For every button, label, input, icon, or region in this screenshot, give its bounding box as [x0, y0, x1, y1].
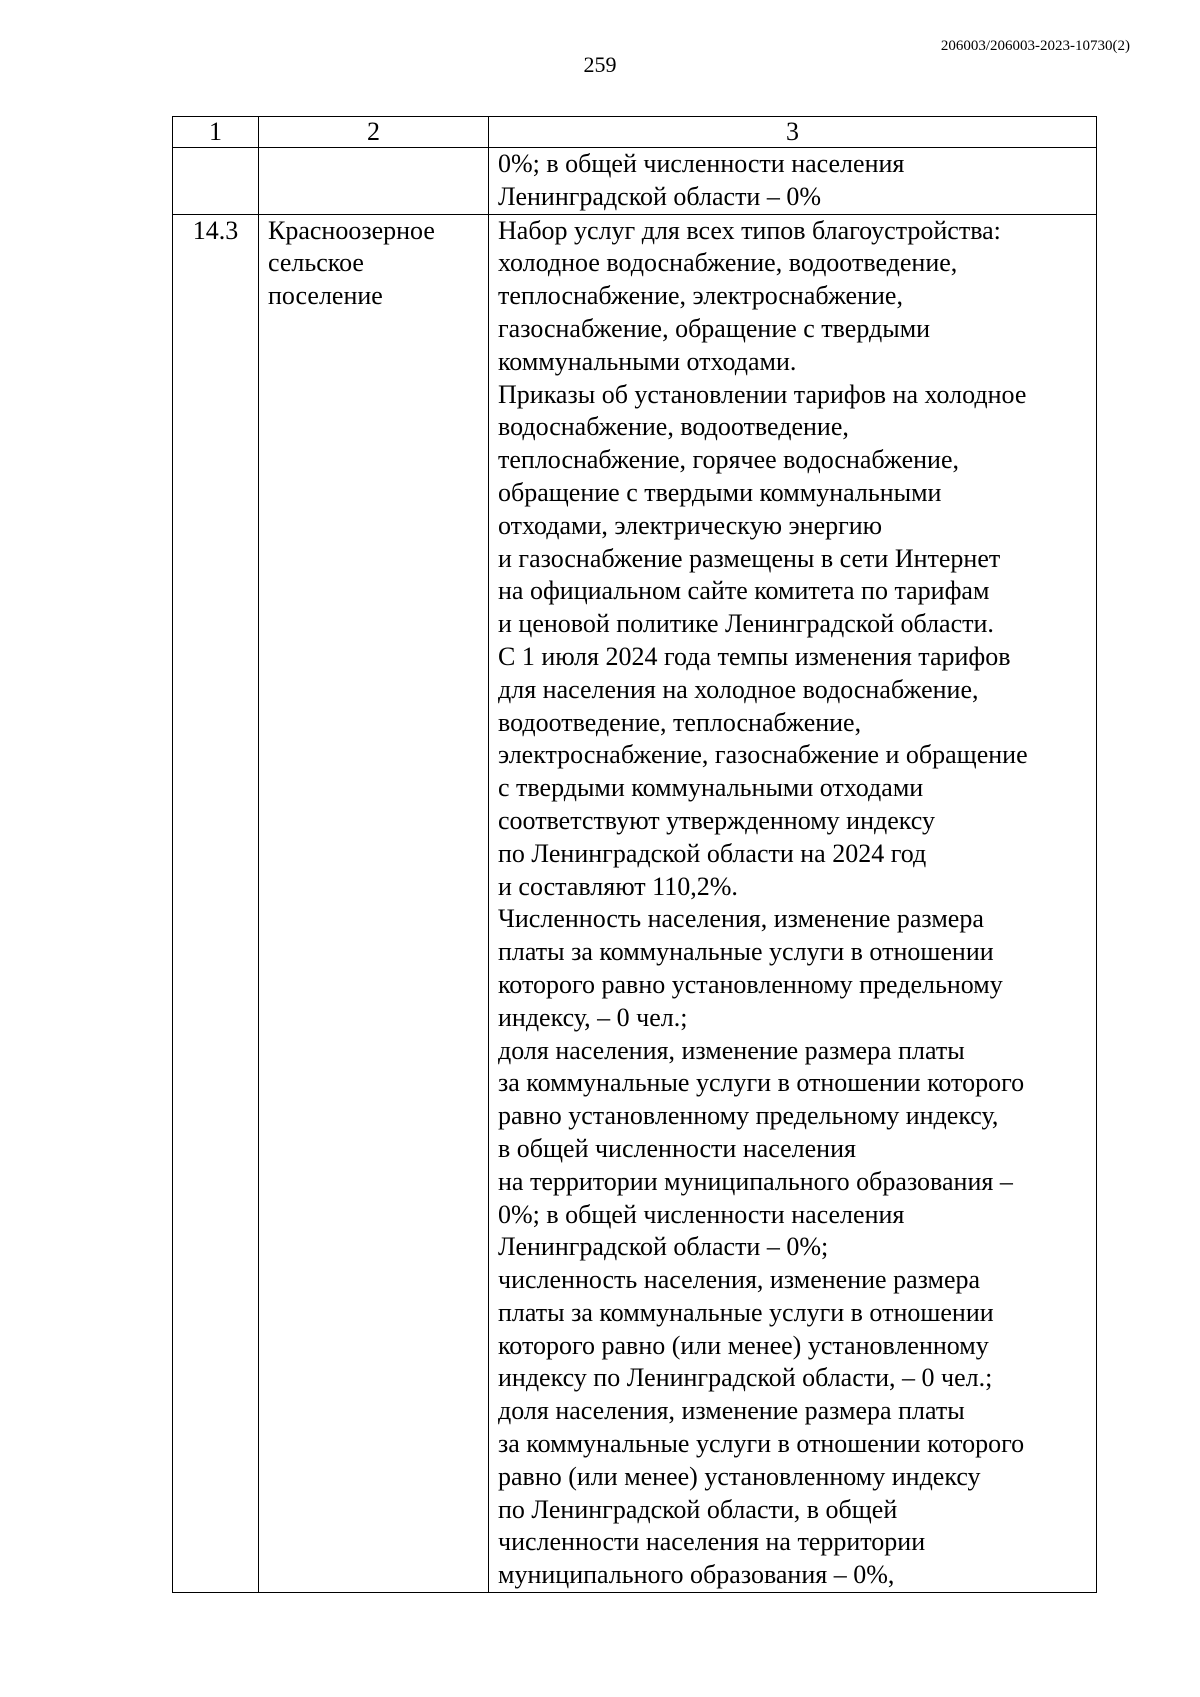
row-content-cell	[489, 148, 1097, 215]
content-line: равно (или менее) установленному индексу	[498, 1461, 981, 1491]
content-line: в общей численности населения	[498, 1133, 856, 1163]
header-row	[173, 117, 1097, 148]
settlement-name-line: Красноозерное	[268, 215, 435, 245]
settlement-name-line: поселение	[268, 281, 383, 311]
row-name-cell	[259, 214, 489, 1592]
content-line: индексу, – 0 чел.;	[498, 1002, 688, 1032]
row-number-cell	[173, 148, 259, 215]
content-line: Ленинградской области – 0%	[498, 181, 822, 211]
content-line: доля населения, изменение размера платы	[498, 1396, 965, 1426]
row-number-cell: 14.3	[173, 214, 259, 1592]
content-line: электроснабжение, газоснабжение и обращение	[498, 740, 1028, 770]
content-line: с твердыми коммунальными отходами	[498, 773, 924, 803]
content-line: коммунальными отходами.	[498, 346, 797, 376]
page-number: 259	[583, 52, 617, 77]
content-line: и газоснабжение размещены в сети Интернет	[498, 543, 1001, 573]
content-line: за коммунальные услуги в отношении которого	[498, 1068, 1025, 1098]
content-line: на официальном сайте комитета по тарифам	[498, 576, 990, 606]
tariff-table	[172, 116, 1097, 1593]
content-line: на территории муниципального образования –	[498, 1166, 1013, 1196]
content-line: которого равно установленному предельному	[498, 969, 1003, 999]
column-header-2: 2	[259, 117, 489, 148]
column-header-3: 3	[489, 117, 1097, 148]
content-line: по Ленинградской области на 2024 год	[498, 838, 927, 868]
content-line: для населения на холодное водоснабжение,	[498, 674, 979, 704]
content-line: теплоснабжение, горячее водоснабжение,	[498, 445, 960, 475]
content-line: теплоснабжение, электроснабжение,	[498, 281, 903, 311]
settlement-name-line: сельское	[268, 248, 364, 278]
content-line: 0%; в общей численности населения	[498, 1199, 905, 1229]
content-line: водоотведение, теплоснабжение,	[498, 707, 862, 737]
content-line: Набор услуг для всех типов благоустройства:	[498, 215, 1001, 245]
row-content-cell	[489, 214, 1097, 1592]
content-line: по Ленинградской области, в общей	[498, 1494, 898, 1524]
content-line: соответствуют утвержденному индексу	[498, 805, 935, 835]
content-line: платы за коммунальные услуги в отношении	[498, 1297, 994, 1327]
content-line: газоснабжение, обращение с твердыми	[498, 313, 931, 343]
content-line: равно установленному предельному индексу,	[498, 1101, 999, 1131]
column-header-1: 1	[173, 117, 259, 148]
content-line: холодное водоснабжение, водоотведение,	[498, 248, 958, 278]
content-line: обращение с твердыми коммунальными	[498, 477, 942, 507]
content-line: С 1 июля 2024 года темпы изменения тарифов	[498, 641, 1011, 671]
content-line: численность населения, изменение размера	[498, 1265, 981, 1295]
content-line: муниципального образования – 0%,	[498, 1560, 895, 1590]
content-line: водоснабжение, водоотведение,	[498, 412, 849, 442]
row-name-cell	[259, 148, 489, 215]
table-header	[173, 117, 1097, 148]
table-row-14-3	[173, 214, 1097, 1592]
content-line: Приказы об установлении тарифов на холодное	[498, 379, 1027, 409]
content-line: за коммунальные услуги в отношении которого	[498, 1429, 1025, 1459]
content-line: отходами, электрическую энергию	[498, 510, 883, 540]
content-line: Ленинградской области – 0%;	[498, 1232, 829, 1262]
content-line: численности населения на территории	[498, 1527, 926, 1557]
table-row-continuation	[173, 148, 1097, 215]
document-id: 206003/206003-2023-10730(2)	[940, 38, 1130, 54]
content-line: которого равно (или менее) установленному	[498, 1330, 989, 1360]
content-line: и ценовой политике Ленинградской области.	[498, 609, 994, 639]
content-line: и составляют 110,2%.	[498, 871, 738, 901]
content-line: индексу по Ленинградской области, – 0 чел.;	[498, 1363, 993, 1393]
content-line: доля населения, изменение размера платы	[498, 1035, 965, 1065]
content-line: Численность населения, изменение размера	[498, 904, 984, 934]
table-body	[173, 148, 1097, 1593]
content-line: платы за коммунальные услуги в отношении	[498, 937, 994, 967]
content-line: 0%; в общей численности населения	[498, 149, 905, 178]
